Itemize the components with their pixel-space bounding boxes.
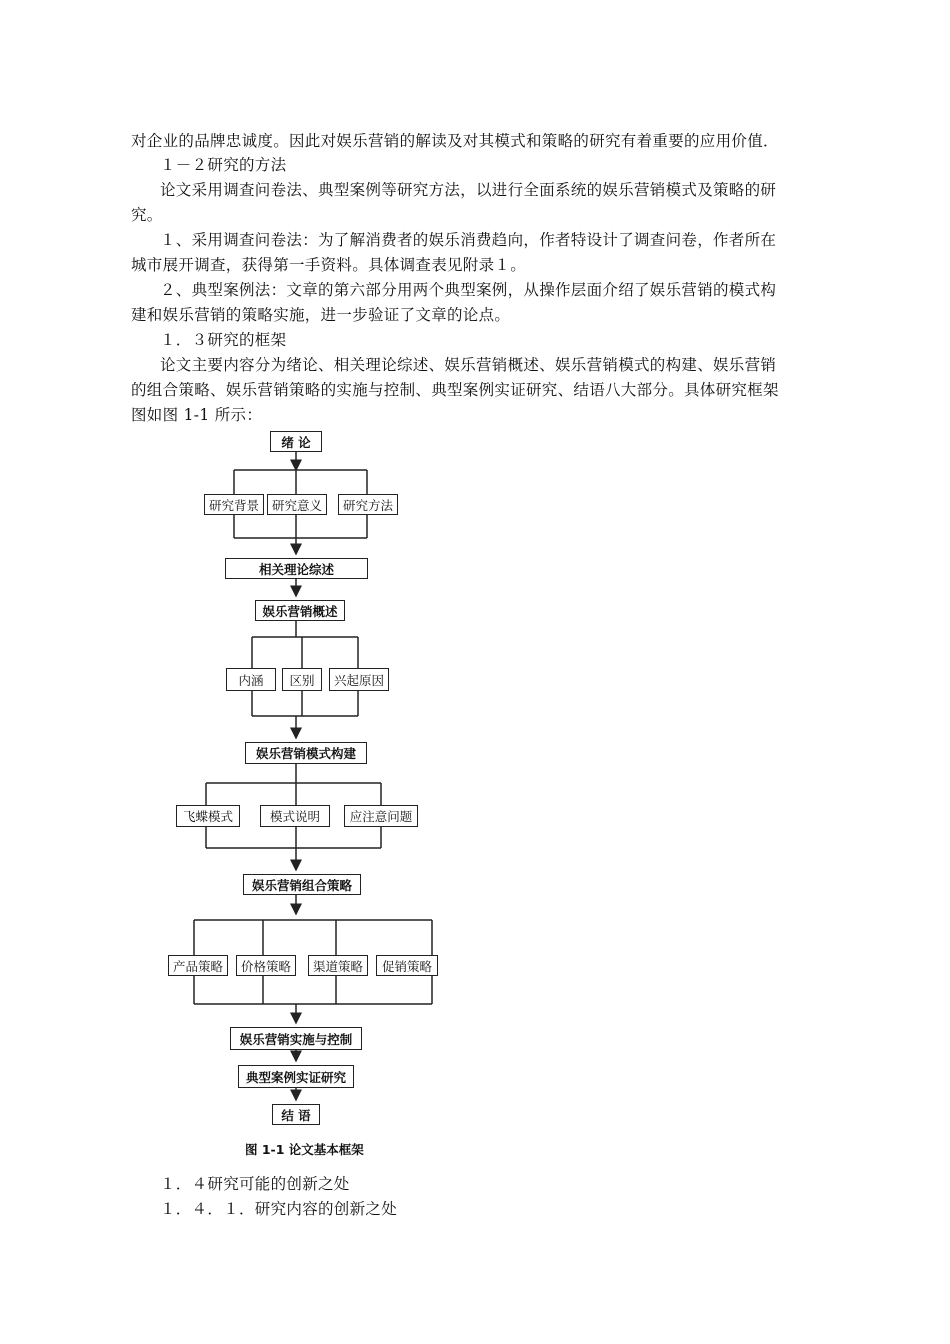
- heading-1-3: １．３研究的框架: [160, 331, 287, 349]
- node-explain: 模式说明: [260, 805, 330, 827]
- paragraph-survey: １、采用调查问卷法：为了解消费者的娱乐消费趋向，作者特设计了调查问卷，作者所在: [160, 231, 777, 249]
- paragraph-methods-cont: 究。: [131, 206, 163, 224]
- paragraph-framework-end: 图如图 1-1 所示：: [131, 406, 263, 424]
- node-product: 产品策略: [168, 955, 228, 976]
- node-intro: 绪 论: [270, 431, 322, 452]
- node-conclusion: 结 语: [272, 1104, 320, 1125]
- node-theory: 相关理论综述: [225, 558, 368, 579]
- paragraph-case: ２、典型案例法：文章的第六部分用两个典型案例，从操作层面介绍了娱乐营销的模式构: [160, 281, 777, 299]
- node-overview: 娱乐营销概述: [255, 600, 345, 621]
- node-reason: 兴起原因: [329, 668, 389, 691]
- paragraph-case-cont: 建和娱乐营销的策略实施，进一步验证了文章的论点。: [131, 306, 511, 324]
- paragraph-framework-cont: 的组合策略、娱乐营销策略的实施与控制、典型案例实证研究、结语八大部分。具体研究框架: [131, 381, 779, 399]
- node-channel: 渠道策略: [308, 955, 368, 976]
- paragraph-methods: 论文采用调查问卷法、典型案例等研究方法，以进行全面系统的娱乐营销模式及策略的研: [160, 181, 777, 199]
- node-promotion: 促销策略: [376, 955, 438, 976]
- heading-1-4: １．４研究可能的创新之处: [160, 1175, 350, 1193]
- node-implement: 娱乐营销实施与控制: [230, 1027, 362, 1050]
- node-model: 娱乐营销模式构建: [245, 742, 367, 764]
- figure-caption: 图 1-1 论文基本框架: [245, 1142, 364, 1157]
- node-method: 研究方法: [338, 494, 398, 515]
- heading-1-4-1: １．４．１．研究内容的创新之处: [160, 1200, 398, 1218]
- node-case: 典型案例实证研究: [238, 1065, 354, 1088]
- paragraph-framework: 论文主要内容分为绪论、相关理论综述、娱乐营销概述、娱乐营销模式的构建、娱乐营销: [160, 356, 777, 374]
- node-meaning: 研究意义: [267, 494, 327, 515]
- node-connotation: 内涵: [226, 668, 276, 691]
- paragraph-continuation: 对企业的品牌忠诚度。因此对娱乐营销的解读及对其模式和策略的研究有着重要的应用价值．: [131, 132, 779, 150]
- node-fly-model: 飞蝶模式: [176, 805, 240, 827]
- node-background: 研究背景: [204, 494, 264, 515]
- heading-1-2: １－２研究的方法: [160, 156, 287, 174]
- node-combo: 娱乐营销组合策略: [243, 874, 361, 895]
- node-price: 价格策略: [236, 955, 296, 976]
- node-attention: 应注意问题: [344, 805, 418, 827]
- paragraph-survey-cont: 城市展开调查，获得第一手资料。具体调查表见附录１。: [131, 256, 527, 274]
- node-difference: 区别: [282, 668, 322, 691]
